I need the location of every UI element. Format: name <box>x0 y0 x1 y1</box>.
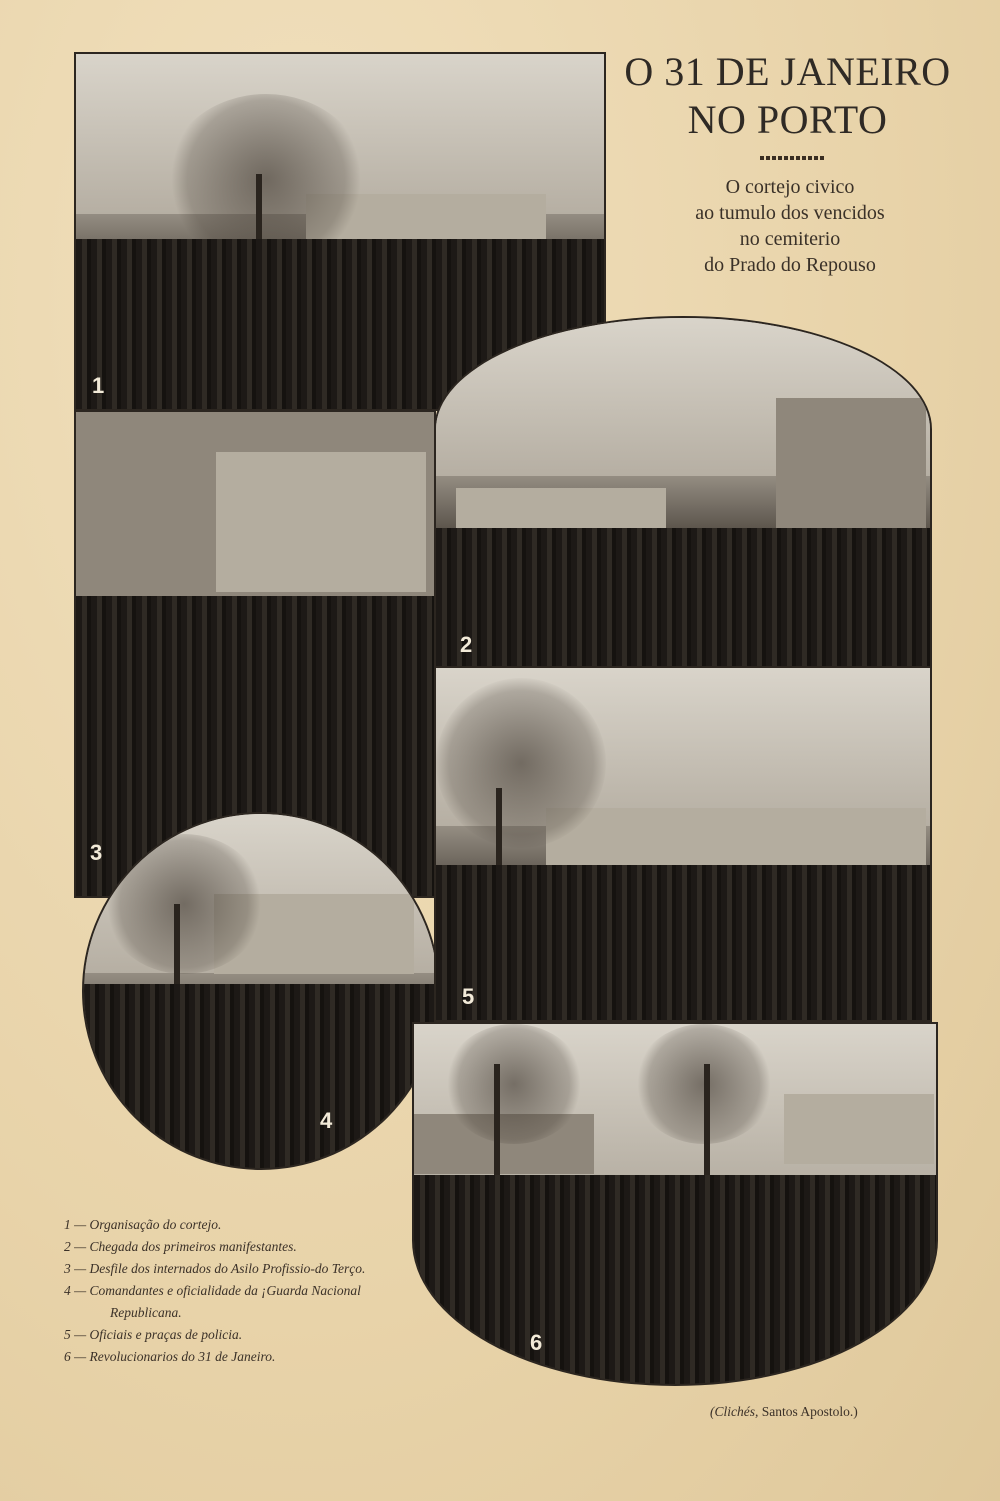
caption-6: 6 — Revolucionarios do 31 de Janeiro. <box>64 1349 276 1364</box>
credit-author: Santos Apostolo.) <box>761 1404 858 1419</box>
photo-number-4: 4 <box>320 1108 333 1133</box>
title-line-2: NO PORTO <box>687 97 888 142</box>
photo-number-1: 1 <box>92 373 105 398</box>
title-ornament <box>760 156 824 160</box>
photo-5 <box>434 666 932 1022</box>
subtitle-line-3: no cemiterio <box>739 228 841 250</box>
subtitle-line-4: do Prado do Repouso <box>704 254 876 276</box>
caption-3: 3 — Desfile dos internados do Asilo Profissio-do Terço. <box>64 1261 366 1276</box>
caption-2: 2 — Chegada dos primeiros manifestantes. <box>64 1239 297 1254</box>
photo-2 <box>434 316 932 670</box>
photo-4 <box>82 812 440 1170</box>
photo-captions <box>64 1214 394 1368</box>
photo-number-6: 6 <box>530 1330 543 1355</box>
subtitle-line-2: ao tumulo dos vencidos <box>695 202 885 224</box>
photo-number-2: 2 <box>460 632 473 657</box>
photo-credit <box>710 1404 910 1420</box>
credit-cliches: (Clichés, <box>710 1404 759 1419</box>
title-line-1: O 31 DE JANEIRO <box>624 49 951 94</box>
caption-1: 1 — Organisação do cortejo. <box>64 1217 222 1232</box>
page-title <box>610 48 965 144</box>
caption-5: 5 — Oficiais e praças de policia. <box>64 1327 243 1342</box>
subtitle-line-1: O cortejo civico <box>725 176 855 198</box>
subtitle <box>630 174 950 278</box>
photo-6 <box>412 1022 938 1386</box>
caption-4: 4 — Comandantes e oficialidade da ¡Guarda Nacional Republicana. <box>64 1283 361 1320</box>
photo-number-5: 5 <box>462 984 475 1009</box>
